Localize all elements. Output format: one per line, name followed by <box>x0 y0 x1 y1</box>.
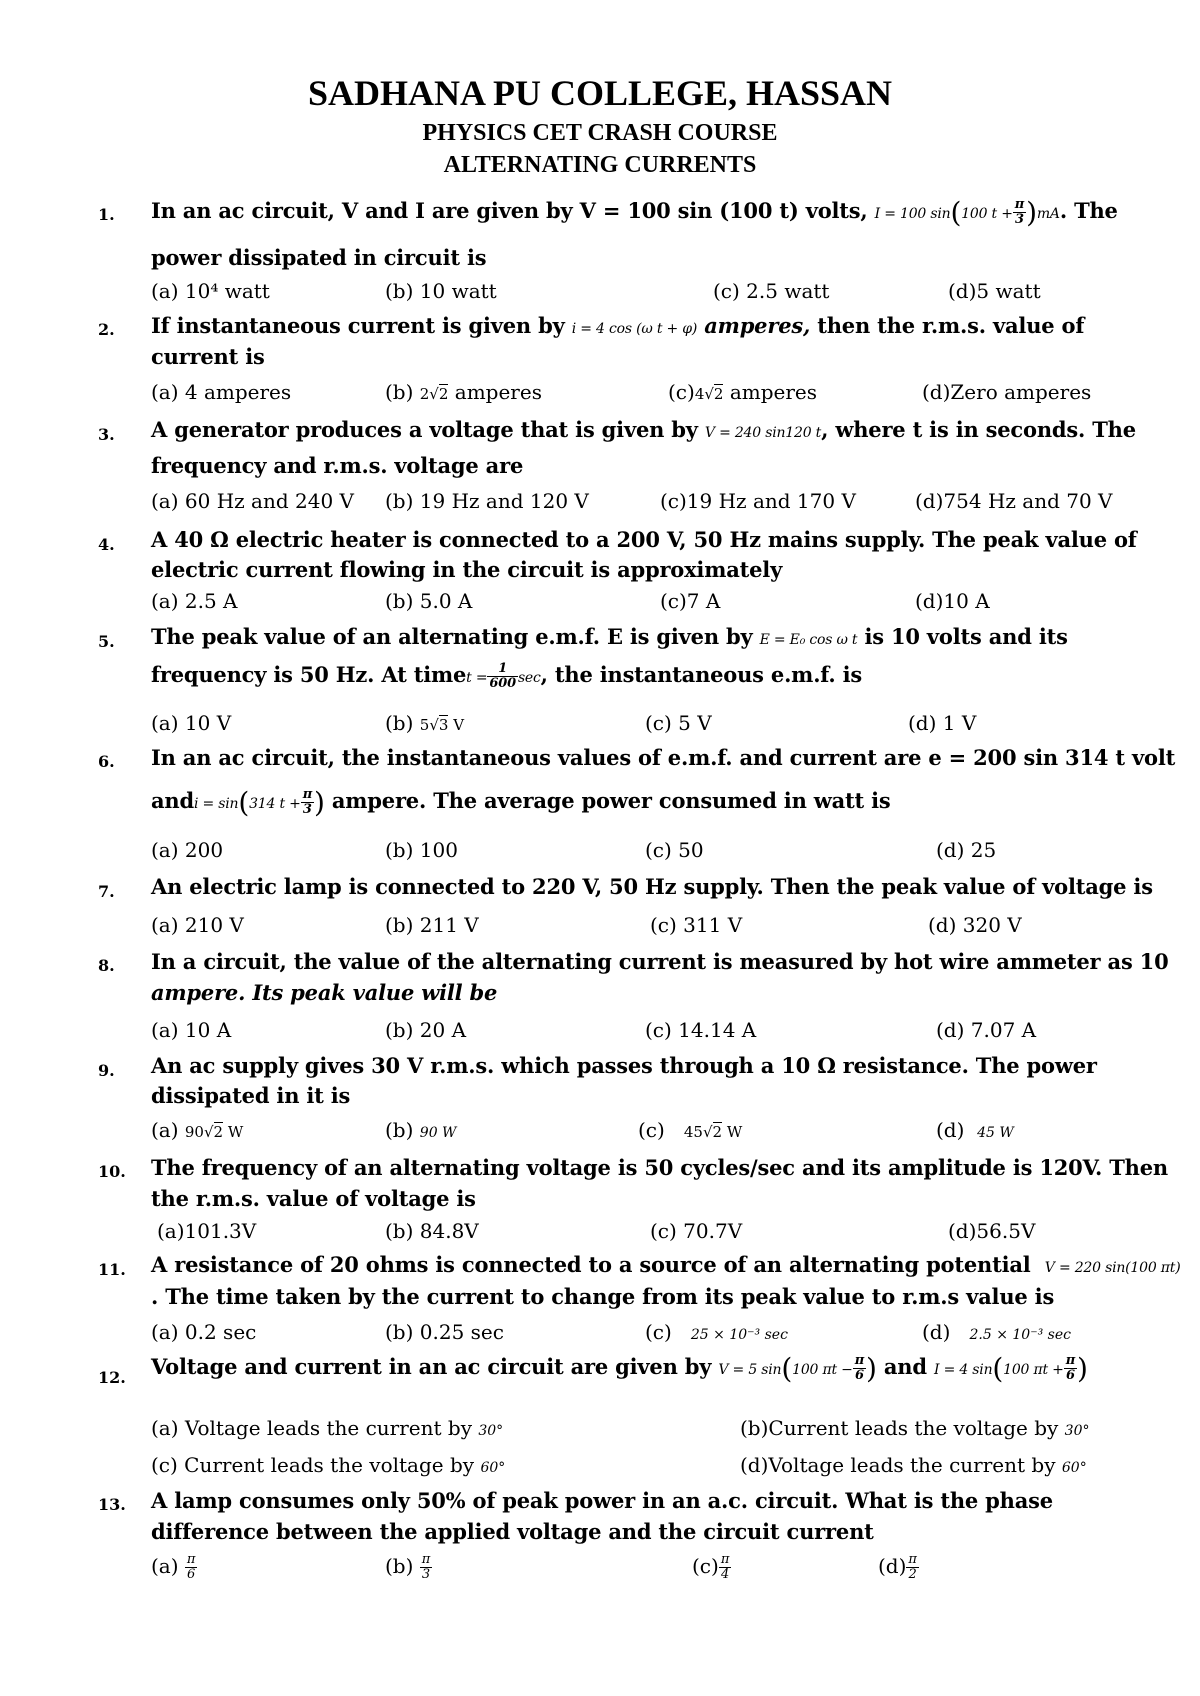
option-a[interactable]: (a)101.3V <box>157 1219 257 1243</box>
option-a[interactable]: (a) 90√2 W <box>151 1118 244 1142</box>
option-b[interactable]: (b) 0.25 sec <box>385 1320 504 1344</box>
option-b[interactable]: (b) 10 watt <box>385 279 497 303</box>
question-text: In an ac circuit, V and I are given by V = 100 sin (100 t) volts, I = 100 sin(100 t + $\frac{\pi}{3}$ )mA. The <box>151 196 1118 229</box>
question-number: 2. <box>98 320 115 339</box>
option-a[interactable]: (a) $\frac{\pi}{6}$ <box>151 1552 196 1582</box>
question-number: 10. <box>98 1162 126 1181</box>
question-text: ampere. Its peak value will be <box>151 980 498 1005</box>
option-c[interactable]: (c) 70.7V <box>650 1219 743 1243</box>
question-number: 3. <box>98 425 115 444</box>
question-number: 9. <box>98 1061 115 1080</box>
option-c[interactable]: (c) 14.14 A <box>645 1018 757 1042</box>
option-d[interactable]: (d) 2.5 × 10⁻³ sec <box>922 1320 1071 1344</box>
question-text: A generator produces a voltage that is given by V = 240 sin120 t, where t is in seconds. The <box>151 417 1136 442</box>
option-d[interactable]: (d)754 Hz and 70 V <box>915 489 1113 513</box>
option-b[interactable]: (b) $\frac{\pi}{3}$ <box>385 1552 431 1582</box>
question-number: 5. <box>98 632 115 651</box>
question-text: frequency and r.m.s. voltage are <box>151 453 524 478</box>
question-text: An electric lamp is connected to 220 V, 50 Hz supply. Then the peak value of voltage is <box>151 874 1153 899</box>
course-title: PHYSICS CET CRASH COURSE <box>422 120 778 146</box>
option-b[interactable]: (b) 90 W <box>385 1118 457 1142</box>
question-number: 8. <box>98 956 115 975</box>
question-text: electric current flowing in the circuit is approximately <box>151 557 783 582</box>
option-c[interactable]: (c) $\frac{\pi}{4}$ <box>692 1552 730 1582</box>
option-b[interactable]: (b)Current leads the voltage by 30° <box>740 1416 1090 1440</box>
option-d[interactable]: (d) 45 W <box>936 1118 1014 1142</box>
option-a[interactable]: (a) 210 V <box>151 913 244 937</box>
option-c[interactable]: (c)4√2 amperes <box>668 380 818 404</box>
question-text: Voltage and current in an ac circuit are given by V = 5 sin(100 πt − $\frac{\pi}{6}$ ) and I = 4 sin(100 πt + $\frac{\pi}{6}$ ) <box>151 1352 1088 1385</box>
option-a[interactable]: (a) Voltage leads the current by 30° <box>151 1416 504 1440</box>
question-text: the r.m.s. value of voltage is <box>151 1186 476 1211</box>
option-a[interactable]: (a) 60 Hz and 240 V <box>151 489 354 513</box>
option-c[interactable]: (c) Current leads the voltage by 60° <box>151 1453 506 1477</box>
option-c[interactable]: (c)19 Hz and 170 V <box>660 489 856 513</box>
option-d[interactable]: (d)56.5V <box>948 1219 1036 1243</box>
chapter-title: ALTERNATING CURRENTS <box>443 152 757 178</box>
option-a[interactable]: (a) 200 <box>151 838 224 862</box>
option-d[interactable]: (d) 320 V <box>928 913 1022 937</box>
college-title: SADHANA PU COLLEGE, HASSAN <box>307 73 893 113</box>
option-c[interactable]: (c) 25 × 10⁻³ sec <box>645 1320 788 1344</box>
question-text: In an ac circuit, the instantaneous values of e.m.f. and current are e = 200 sin 314 t volt <box>151 745 1176 770</box>
option-b[interactable]: (b) 19 Hz and 120 V <box>385 489 589 513</box>
option-b[interactable]: (b) 100 <box>385 838 458 862</box>
question-number: 13. <box>98 1495 126 1514</box>
question-text: A 40 Ω electric heater is connected to a 200 V, 50 Hz mains supply. The peak value of <box>151 527 1137 552</box>
question-number: 7. <box>98 882 115 901</box>
option-b[interactable]: (b) 5.0 A <box>385 589 473 613</box>
question-text: . The time taken by the current to change from its peak value to r.m.s value is <box>151 1284 1055 1309</box>
question-text: current is <box>151 344 265 369</box>
question-text: frequency is 50 Hz. At timet = $\frac{1}{600}$ sec, the instantaneous e.m.f. is <box>151 661 863 691</box>
question-number: 11. <box>98 1260 126 1279</box>
option-a[interactable]: (a) 10 V <box>151 711 232 735</box>
option-c[interactable]: (c)7 A <box>660 589 721 613</box>
question-text: A lamp consumes only 50% of peak power in an a.c. circuit. What is the phase <box>151 1488 1053 1513</box>
question-text: difference between the applied voltage and the circuit current <box>151 1519 874 1544</box>
option-a[interactable]: (a) 10⁴ watt <box>151 279 270 303</box>
option-d[interactable]: (d)5 watt <box>948 279 1041 303</box>
question-number: 4. <box>98 535 115 554</box>
option-a[interactable]: (a) 4 amperes <box>151 380 292 404</box>
question-text: The frequency of an alternating voltage is 50 cycles/sec and its amplitude is 120V. Then <box>151 1155 1168 1180</box>
question-text: power dissipated in circuit is <box>151 245 487 270</box>
question-text: A resistance of 20 ohms is connected to a source of an alternating potential V = 220 sin(100 πt) <box>151 1252 1181 1277</box>
option-a[interactable]: (a) 0.2 sec <box>151 1320 257 1344</box>
option-c[interactable]: (c) 2.5 watt <box>713 279 830 303</box>
option-d[interactable]: (d) 1 V <box>908 711 977 735</box>
question-text: andi = sin(314 t + $\frac{\pi}{3}$ ) ampere. The average power consumed in watt is <box>151 786 891 819</box>
option-c[interactable]: (c) 45√2 W <box>638 1118 743 1142</box>
question-number: 12. <box>98 1368 126 1387</box>
option-d[interactable]: (d)Voltage leads the current by 60° <box>740 1453 1087 1477</box>
option-d[interactable]: (d) 25 <box>936 838 997 862</box>
option-d[interactable]: (d) 7.07 A <box>936 1018 1037 1042</box>
question-text: In a circuit, the value of the alternating current is measured by hot wire ammeter as 10 <box>151 949 1169 974</box>
option-a[interactable]: (a) 10 A <box>151 1018 232 1042</box>
option-b[interactable]: (b) 20 A <box>385 1018 467 1042</box>
question-number: 1. <box>98 205 115 224</box>
question-number: 6. <box>98 752 115 771</box>
question-text: The peak value of an alternating e.m.f. E is given by E = E₀ cos ω t is 10 volts and its <box>151 624 1068 649</box>
option-c[interactable]: (c) 50 <box>645 838 704 862</box>
question-text: dissipated in it is <box>151 1083 351 1108</box>
option-b[interactable]: (b) 84.8V <box>385 1219 479 1243</box>
option-b[interactable]: (b) 211 V <box>385 913 479 937</box>
option-b[interactable]: (b) 2√2 amperes <box>385 380 542 404</box>
option-d[interactable]: (d)10 A <box>915 589 990 613</box>
question-text: If instantaneous current is given by i = 4 cos (ω t + φ) amperes, then the r.m.s. value of <box>151 313 1085 338</box>
option-d[interactable]: (d) $\frac{\pi}{2}$ <box>878 1552 917 1582</box>
option-d[interactable]: (d)Zero amperes <box>922 380 1092 404</box>
question-text: An ac supply gives 30 V r.m.s. which passes through a 10 Ω resistance. The power <box>151 1053 1097 1078</box>
option-a[interactable]: (a) 2.5 A <box>151 589 238 613</box>
option-c[interactable]: (c) 5 V <box>645 711 712 735</box>
option-c[interactable]: (c) 311 V <box>650 913 743 937</box>
option-b[interactable]: (b) 5√3 V <box>385 711 465 735</box>
